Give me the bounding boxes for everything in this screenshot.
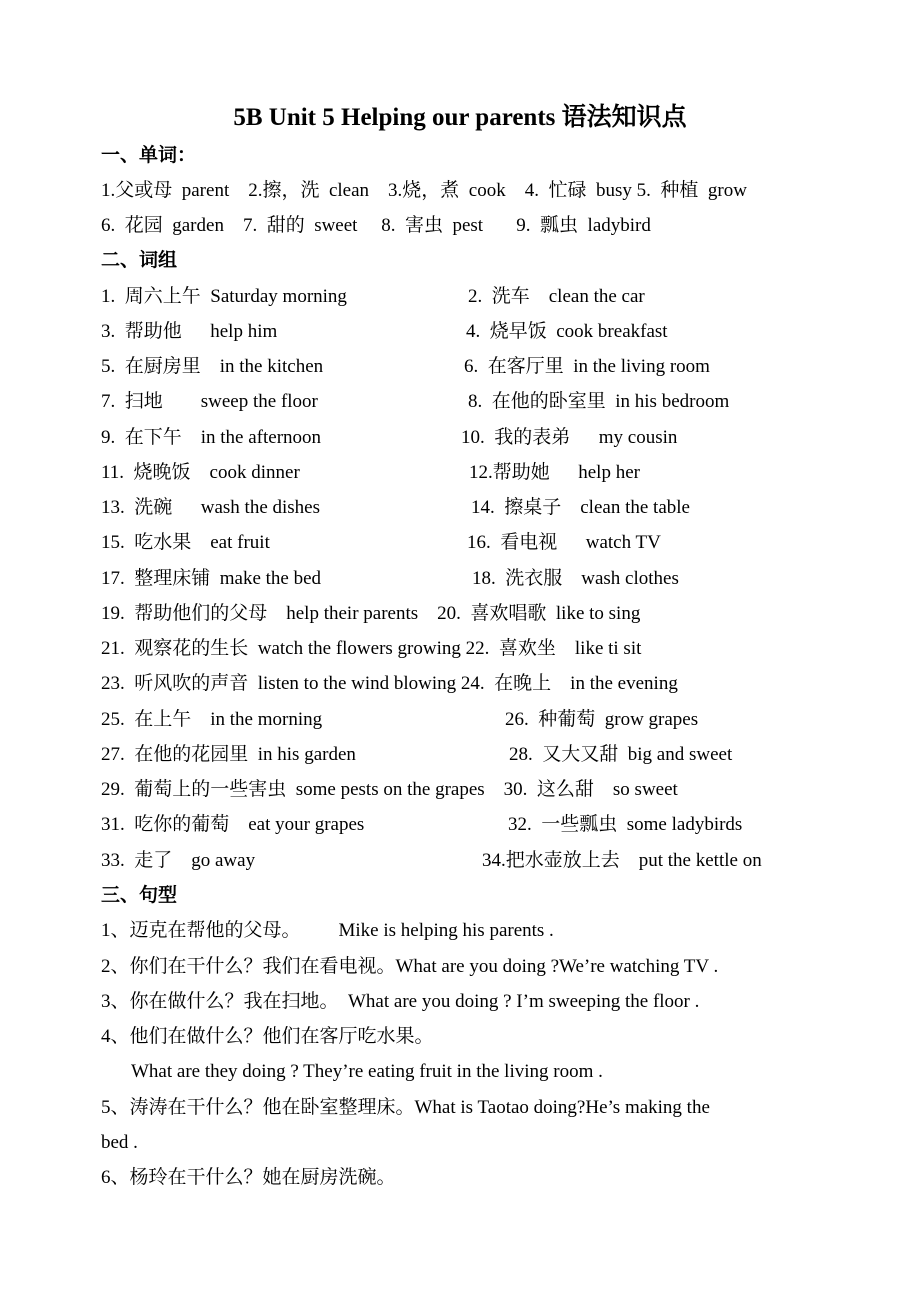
phrase-item: 11. 烧晚饭 cook dinner — [101, 462, 300, 483]
sentence-line-4-english: What are they doing ? They’re eating fruit in the living room . — [131, 1061, 603, 1082]
phrase-item: 25. 在上午 in the morning — [101, 709, 323, 730]
phrase-item: 21. 观察花的生长 watch the flowers growing 22. 喜欢坐 like ti sit — [101, 638, 642, 659]
phrase-item: 9. 在下午 in the afternoon — [101, 427, 322, 448]
phrase-item: 28. 又大又甜 big and sweet — [509, 744, 733, 765]
sentence-line-5: 5、涛涛在干什么？他在卧室整理床。What is Taotao doing?He’s making the — [101, 1097, 710, 1118]
phrase-item: 8. 在他的卧室里 in his bedroom — [468, 391, 730, 412]
sentence-line-1: 1、迈克在帮他的父母。 Mike is helping his parents . — [101, 920, 554, 941]
phrase-item: 27. 在他的花园里 in his garden — [101, 744, 356, 765]
phrase-item: 29. 葡萄上的一些害虫 some pests on the grapes 30. 这么甜 so sweet — [101, 779, 678, 800]
phrase-item: 16. 看电视 watch TV — [467, 532, 661, 553]
phrase-item: 3. 帮助他 help him — [101, 321, 278, 342]
phrase-item: 1. 周六上午 Saturday morning — [101, 286, 347, 307]
phrase-item: 13. 洗碗 wash the dishes — [101, 497, 321, 518]
section-heading-sentences: 三、句型 — [101, 885, 178, 906]
phrase-item: 18. 洗衣服 wash clothes — [472, 568, 679, 589]
sentence-line-4-chinese: 4、他们在做什么？他们在客厅吃水果。 — [101, 1026, 434, 1047]
phrase-item: 2. 洗车 clean the car — [468, 286, 645, 307]
phrase-item: 33. 走了 go away — [101, 850, 256, 871]
phrase-item: 31. 吃你的葡萄 eat your grapes — [101, 814, 365, 835]
phrase-item: 23. 听风吹的声音 listen to the wind blowing 24. 在晚上 in the evening — [101, 673, 678, 694]
words-line-2: 6. 花园 garden 7. 甜的 sweet 8. 害虫 pest 9. 瓢虫 ladybird — [101, 215, 651, 236]
phrase-item: 7. 扫地 sweep the floor — [101, 391, 318, 412]
phrase-item: 14. 擦桌子 clean the table — [471, 497, 690, 518]
words-line-1: 1.父或母 parent 2.擦，洗 clean 3.烧，煮 cook 4. 忙碌 busy 5. 种植 grow — [101, 180, 747, 201]
phrase-item: 5. 在厨房里 in the kitchen — [101, 356, 324, 377]
phrase-item: 15. 吃水果 eat fruit — [101, 532, 270, 553]
phrase-item: 17. 整理床铺 make the bed — [101, 568, 322, 589]
phrase-item: 34.把水壶放上去 put the kettle on — [482, 850, 762, 871]
sentence-line-2: 2、你们在干什么？我们在看电视。What are you doing ?We’re watching TV . — [101, 956, 719, 977]
document-title: 5B Unit 5 Helping our parents 语法知识点 — [233, 104, 687, 131]
section-heading-phrases: 二、词组 — [101, 250, 178, 271]
phrase-item: 32. 一些瓢虫 some ladybirds — [508, 814, 743, 835]
sentence-line-6: 6、杨玲在干什么？她在厨房洗碗。 — [101, 1167, 396, 1188]
sentence-line-3: 3、你在做什么？我在扫地。 What are you doing ? I’m sweeping the floor . — [101, 991, 700, 1012]
section-heading-words: 一、单词： — [101, 145, 197, 166]
phrase-item: 12.帮助她 help her — [469, 462, 640, 483]
phrase-item: 19. 帮助他们的父母 help their parents 20. 喜欢唱歌 like to sing — [101, 603, 641, 624]
phrase-item: 26. 种葡萄 grow grapes — [505, 709, 699, 730]
phrase-item: 4. 烧早饭 cook breakfast — [466, 321, 668, 342]
phrase-item: 10. 我的表弟 my cousin — [461, 427, 678, 448]
sentence-line-5-continued: bed . — [101, 1132, 138, 1153]
phrase-item: 6. 在客厅里 in the living room — [464, 356, 710, 377]
